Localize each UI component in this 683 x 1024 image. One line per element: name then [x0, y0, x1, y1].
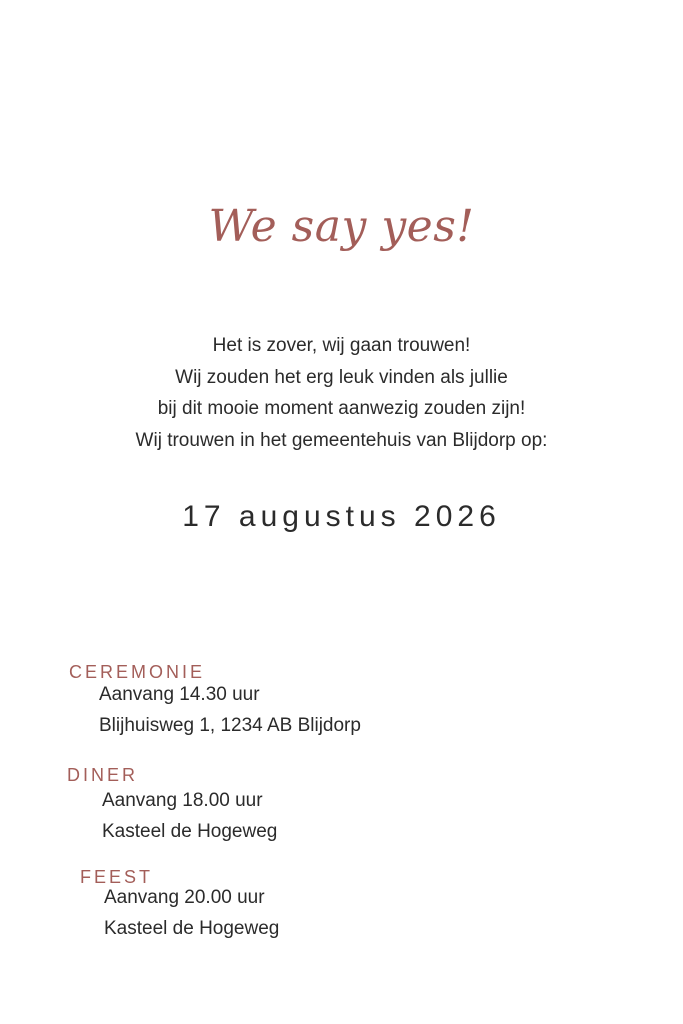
- diner-location: Kasteel de Hogeweg: [102, 821, 278, 842]
- headline: We say yes!: [208, 201, 475, 252]
- intro-line: Het is zover, wij gaan trouwen!: [212, 335, 471, 356]
- feest-location: Kasteel de Hogeweg: [104, 918, 280, 939]
- intro-line: bij dit mooie moment aanwezig zouden zijn!: [157, 398, 526, 419]
- wedding-date: 17 augustus 2026: [182, 500, 501, 533]
- diner-time: Aanvang 18.00 uur: [102, 790, 263, 811]
- ceremonie-time: Aanvang 14.30 uur: [99, 684, 260, 705]
- feest-time: Aanvang 20.00 uur: [104, 887, 265, 908]
- ceremonie-location: Blijhuisweg 1, 1234 AB Blijdorp: [99, 715, 361, 736]
- ceremonie-title: CEREMONIE: [69, 662, 206, 682]
- intro-text: [0, 330, 683, 456]
- intro-line: Wij zouden het erg leuk vinden als jullie: [175, 366, 508, 388]
- diner-title: DINER: [67, 765, 139, 785]
- intro-line: Wij trouwen in het gemeentehuis van Blijdorp op:: [135, 429, 548, 451]
- feest-title: FEEST: [80, 867, 154, 887]
